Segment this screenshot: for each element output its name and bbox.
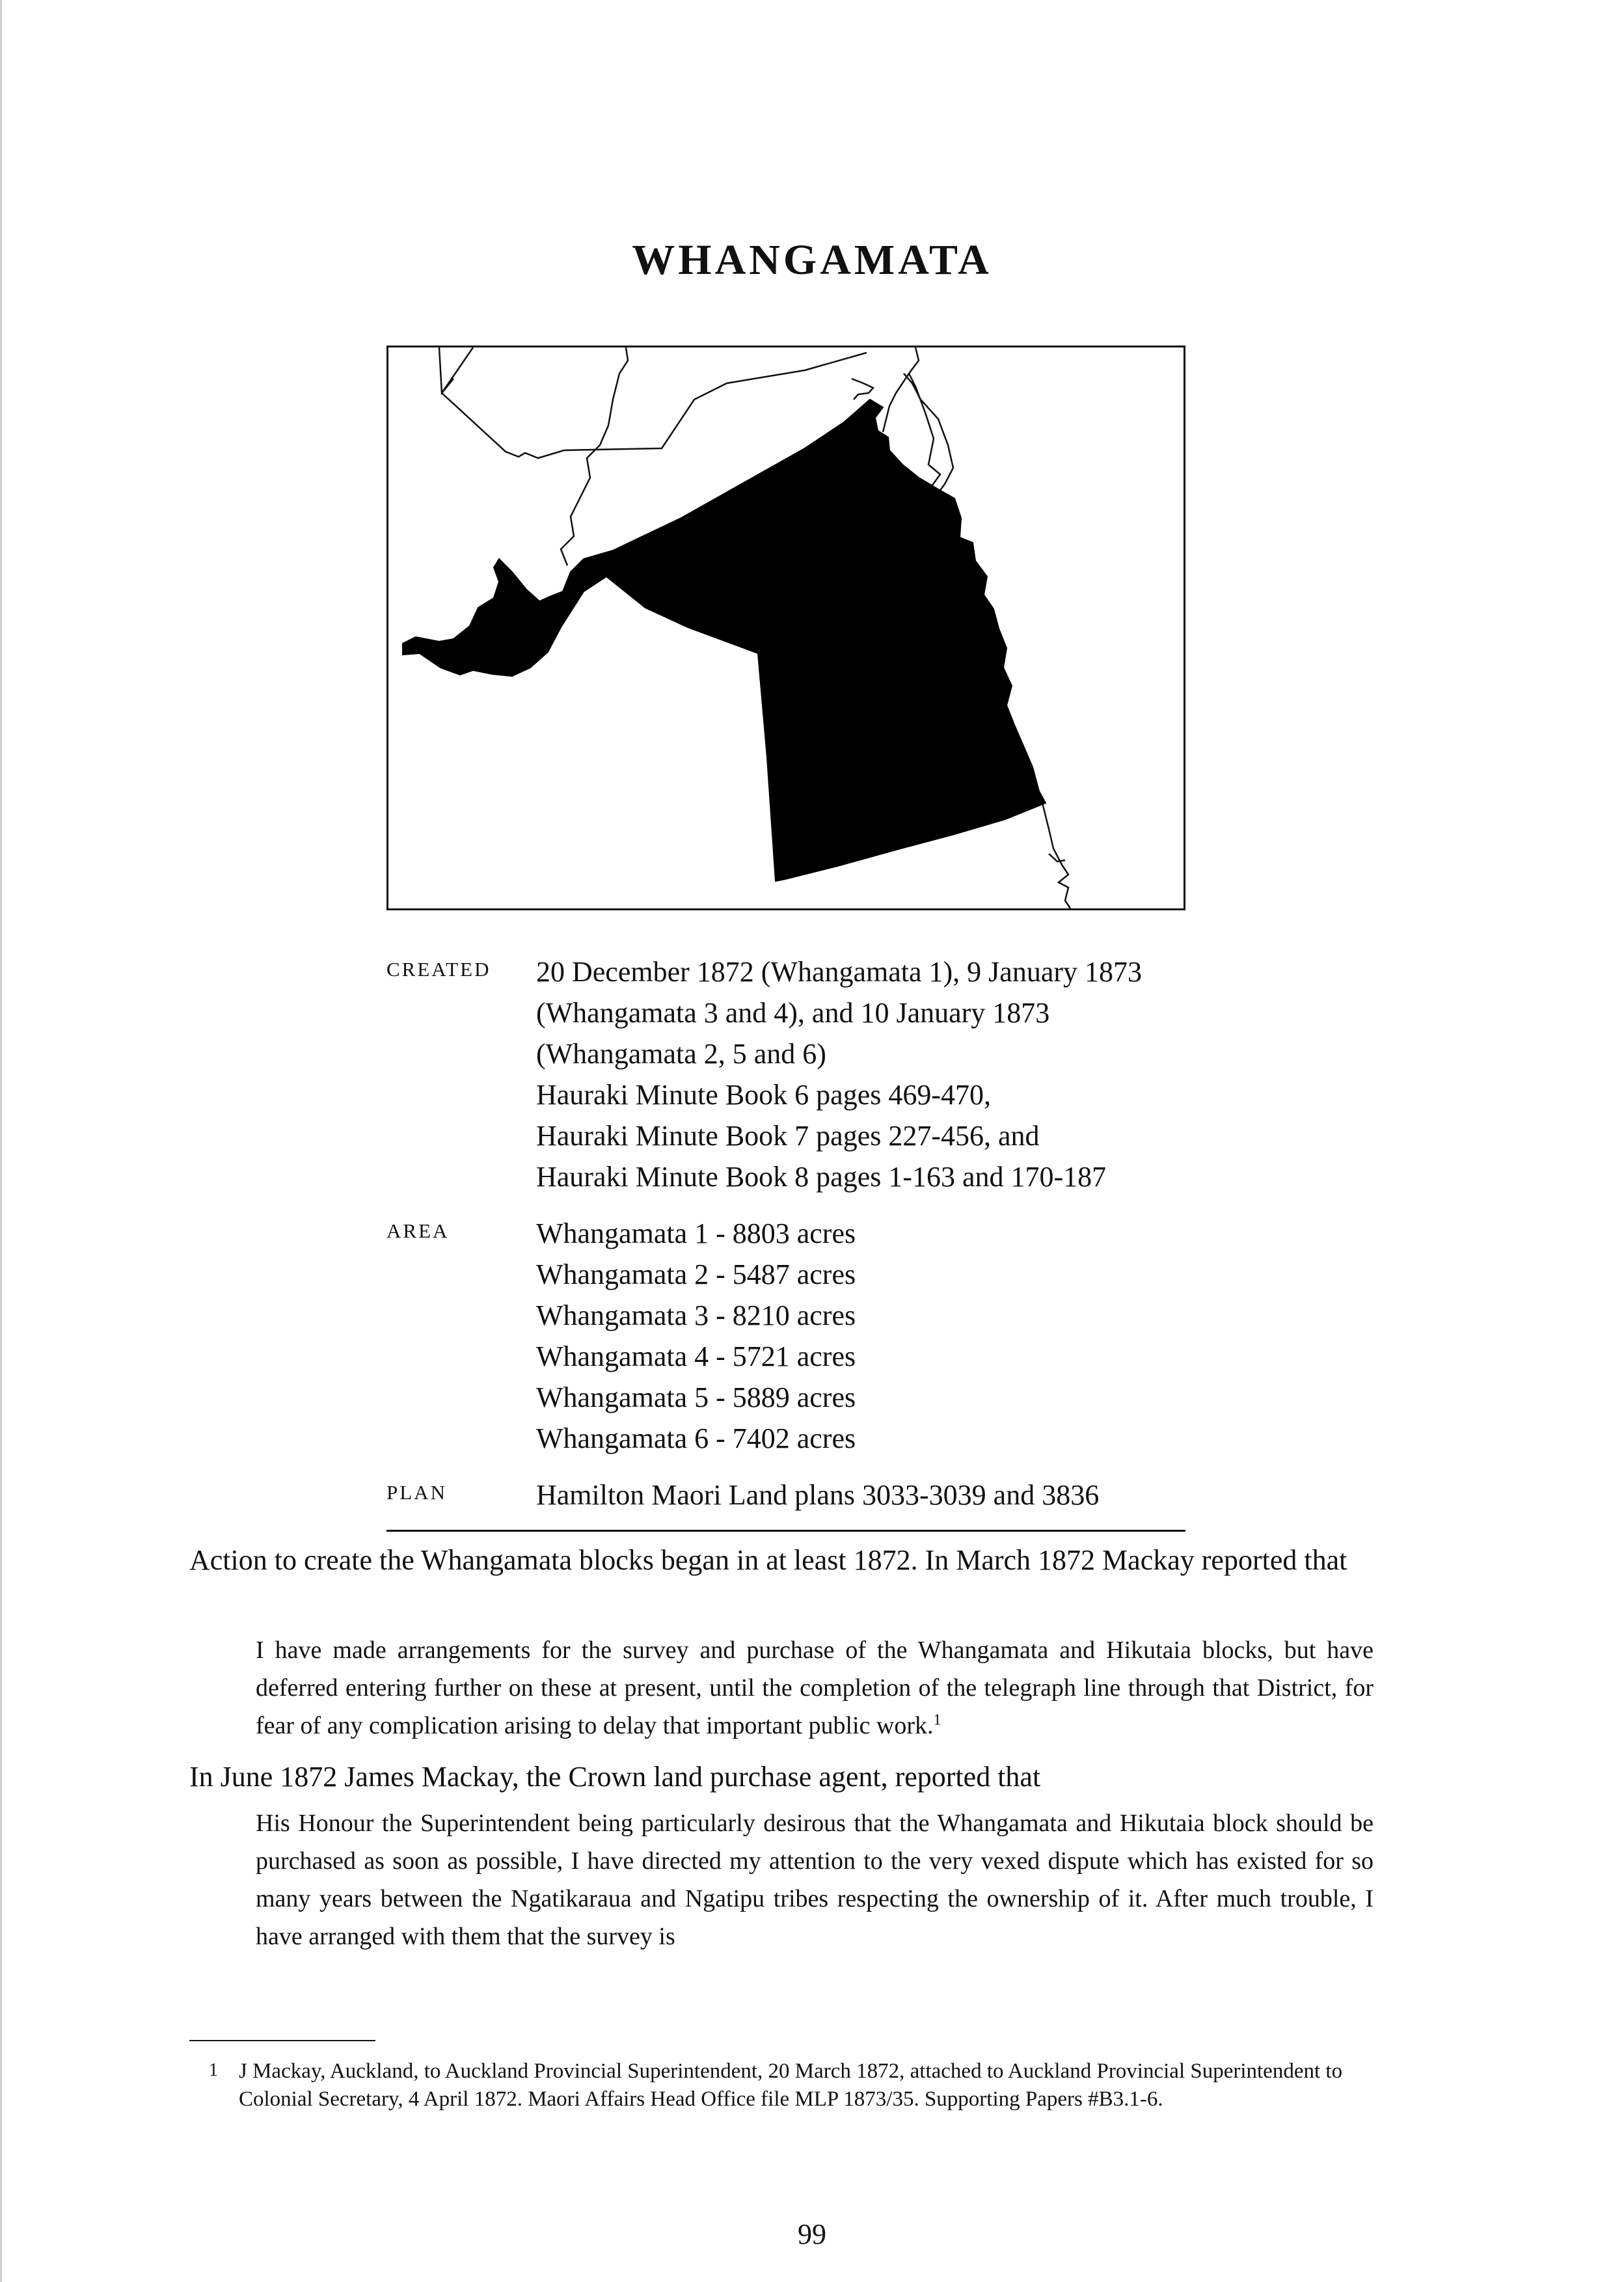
plan-line: Hamilton Maori Land plans 3033-3039 and 3836 [536,1479,1100,1511]
footnote-number: 1 [209,2060,218,2080]
area-line: Whangamata 3 - 8210 acres [536,1299,856,1331]
area-line: Whangamata 5 - 5889 acres [536,1381,856,1413]
plan-row [386,1474,1185,1515]
block-quote: His Honour the Superintendent being particularly desirous that the Whangamata and Hikutaia block should be purchased as soon as possible, I have directed my attention to the very vexed dispute which has existed for so many years between the Ngatikaraua and Ngatipu tribes respecting the ownership of it. After much trouble, I have arranged with them that the survey is [256,1810,1374,1950]
plan-label: PLAN [386,1481,447,1504]
created-line: Hauraki Minute Book 6 pages 469-470, [536,1079,991,1111]
footnote-divider [189,2040,375,2041]
created-line: Hauraki Minute Book 7 pages 227-456, and [536,1120,1040,1152]
created-label: CREATED [386,958,491,981]
boundary-line [439,347,473,393]
boundary-line [883,374,909,432]
area-label: AREA [386,1219,450,1242]
plan-value [536,1474,1185,1515]
block-quote-text: I have made arrangements for the survey and purchase of the Whangamata and Hikutaia blocks, but have deferred entering further on these at present, until the completion of the telegraph line through that District, for fear of any complication arising to delay that important public work. [256,1637,1374,1739]
body-paragraph: In June 1872 James Mackay, the Crown land purchase agent, reported that [189,1761,1041,1793]
footnote-text: J Mackay, Auckland, to Auckland Provincial Superintendent, 20 March 1872, attached to Auckland Provincial Superintendent to Colonial Secretary, 4 April 1872. Maori Affairs Head Office file MLP 1873/35. Supporting Papers #B3.1-6. [239,2059,1343,2111]
created-line: Hauraki Minute Book 8 pages 1-163 and 170-187 [536,1161,1107,1193]
boundary-line [442,353,867,458]
whangamata-block [403,400,1046,881]
coastline-south [1042,803,1070,908]
boundary-line [561,347,628,565]
block-map-svg [388,347,1184,908]
area-line: Whangamata 4 - 5721 acres [536,1340,856,1372]
created-line: (Whangamata 2, 5 and 6) [536,1038,826,1070]
boundary-line [852,379,873,400]
body-paragraph: Action to create the Whangamata blocks began in at least 1872. In March 1872 Mackay reported that [189,1544,1347,1576]
area-value [536,1213,1185,1459]
area-line: Whangamata 1 - 8803 acres [536,1217,856,1249]
created-value [536,951,1185,1197]
page-title: WHANGAMATA [632,236,992,284]
footnote [189,2058,1360,2113]
scan-edge [0,0,2,2282]
created-line: (Whangamata 3 and 4), and 10 January 1873 [536,997,1050,1029]
area-line: Whangamata 2 - 5487 acres [536,1258,856,1290]
created-row [386,951,1185,1197]
created-line: 20 December 1872 (Whangamata 1), 9 January 1873 [536,956,1143,988]
block-map [386,346,1185,910]
area-line: Whangamata 6 - 7402 acres [536,1422,856,1454]
block-quote [256,1631,1374,1745]
footnote-reference: 1 [933,1711,941,1729]
area-row [386,1213,1185,1459]
page-number: 99 [798,2218,826,2250]
block-summary-table [386,951,1185,1532]
